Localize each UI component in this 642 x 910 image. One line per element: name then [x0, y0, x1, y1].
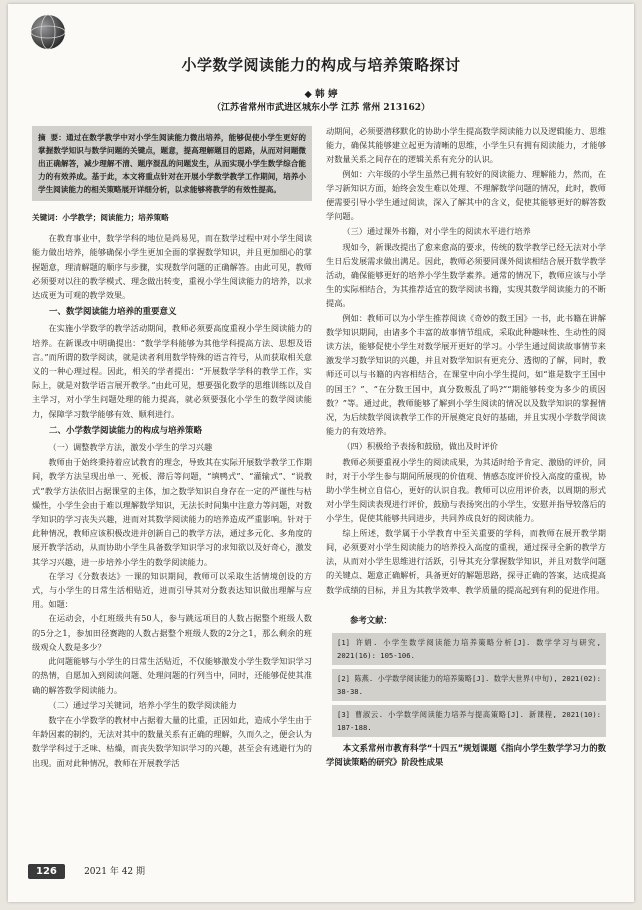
- body-paragraph: 动期间，必须要潜移默化的协助小学生提高数学阅读能力以及逻辑能力、思维能力，确保其能够建立起更为清晰的思维，小学生只有拥有阅读能力，才能够对数量关系之间存在的逻辑关系有充分的认识。: [326, 126, 606, 165]
- funding-note: 本文系常州市教育科学“十四五”规划课题《指向小学生数学学习力的数学阅读策略的研究》阶段性成果: [326, 742, 606, 767]
- section-heading: 一、数学阅读能力培养的重要意义: [49, 307, 177, 318]
- reference-item: [3] 曹淑云. 小学数学阅读能力培养与提高策略[J]. 新课程, 2021(10): 187-188.: [332, 705, 606, 737]
- keywords: [32, 211, 312, 225]
- abstract-label: 摘 要：: [38, 133, 66, 142]
- references-list: [326, 633, 606, 737]
- paper-page: [8, 4, 634, 902]
- keywords-text: 小学教学；阅读能力；培养策略: [62, 213, 169, 222]
- body-paragraph: 在运动会，小红班级共有50人，参与跳远项目的人数占据整个班级人数的5分之1，参加田径赛跑的人数占据整个班级人数的2分之1，那么剩余的班级观众人数是多少？: [32, 613, 312, 652]
- body-paragraph: 在实施小学数学的教学活动期间，教师必须要高度重视小学生阅读能力的培养。在新课改中明确提出：“数学学科能够为其他学科提高方法、思想及语言。”而所谓的数学阅读，就是读者利用数学特殊的语言符号，从而获取相关意义的一种心理过程。因此，相关的学者提出：“开展数学学科的教学工作，实际上，就是对数学语言展开教学。”由此可见，想要强化数学的思维训练以及自主学习，对小学生问题处理的能力提高，就必须要强化小学生的数学阅读能力，保障学习数学能够有效、顺利进行。: [32, 323, 312, 419]
- author: ◆ 韩 婷: [304, 89, 338, 100]
- body-paragraph: 教师必须要重视小学生的阅读成果，为其适时给予肯定、激励的评价，同时，对于小学生参与期间所展现的价值观、情感态度评价投入高度的重视，协助小学生树立自信心，更好的认识自我。教师可以应用评价表，以周期的形式对小学生阅读表现进行评价，鼓励与表扬突出的小学生，安慰并指导较落后的小学生，促使其能够共同进步，共同养成良好的阅读能力。: [326, 456, 606, 524]
- left-body: [32, 231, 312, 770]
- subsection-heading: （二）通过学习关键词，培养小学生的数学阅读能力: [48, 699, 237, 710]
- body-paragraph: 在教育事业中，数学学科的地位是尚易见，而在数学过程中对小学生阅读能力做出培养，能够确保小学生更加全面的掌握数学知识，并且更加细心的掌握题意，理清解题的顺序与步骤，实现数学问题的正确解答。由此可见，教师必须要对以往的教学模式、理念做出转变，重视小学生阅读能力的培养，以求达成更为可观的教学效果。: [32, 233, 312, 301]
- abstract: [32, 126, 312, 201]
- affiliation: （江苏省常州市武进区城东小学 江苏 常州 213162）: [212, 103, 430, 113]
- body-paragraph: 教师由于始终秉持着应试教育的理念，导致其在实际开展数学教学工作期间，教学方法呈现出单一、死板、滞后等问题，“填鸭式”、“灌输式”、“说教式”教学方法依旧占据课堂的主体，加之数学知识自身存在一定的严谨性与枯燥性，小学生会由于难以理解数学知识，无法长时间集中注意力等问题，对数学知识的学习丧失兴趣，进而对其数学阅读能力的培养造成严重影响。针对于此种情况，教师应该积极改进并创新自己的教学方法，通过多元化、多角度的展开教学活动，从而协助小学生具备数学知识学习的求知欲以及好奇心，激发其学习兴趣，进一步培养小学生的数学阅读能力。: [32, 457, 312, 567]
- body-paragraph: 数字在小学数学的教材中占据着大量的比重，正因如此，造成小学生由于年龄因素的制约，无法对其中的数量关系有正确的理解，久而久之，便会认为数学学科过于乏味、枯燥，而丧失数学知识学习的兴趣，甚至会有逃避行为的出现。面对此种情况，教师在开展教学活: [32, 714, 312, 768]
- journal-globe-logo: [28, 12, 68, 52]
- abstract-text: 通过在数学教学中对小学生阅读能力微出培养，能够促使小学生更好的掌握数学知识与数学问题的关键点，题意，提高理解题目的思路，从而对问题微出正确解答，减少理解不清、题序混乱的问题发生，从而实现小学生数学综合能力的有效养成。基于此，本文将重点针对在开展小学数学教学工作期间，培养小学生阅读能力的相关策略展开详细分析，以求能够将教学的有效性提高。: [38, 133, 306, 194]
- subsection-heading: （四）积极给予表扬和鼓励，做出及时评价: [342, 441, 498, 452]
- right-column: [326, 124, 606, 769]
- body-paragraph: 综上所述，数学属于小学教育中至关重要的学科，而教师在展开教学期间，必须要对小学生阅读能力的培养投入高度的重视，通过探寻全新的教学方法，从而对小学生思维进行活跃，引导其充分掌握数学知识，并且对数学问题的关键点、题意正确解析，具备更好的解题思路，探寻正确的答案，达成提高数学成绩的目标，并且为其教学效率、教学质量的提高起到有利的促进作用。: [326, 527, 606, 595]
- page-number: 126: [28, 864, 65, 879]
- page-footer: [28, 864, 145, 879]
- reference-item: [2] 陈燕. 小学数学阅读能力的培养策略[J]. 数学大世界(中旬), 2021(02): 38-38.: [332, 669, 606, 701]
- subsection-heading: （三）通过课外书籍，对小学生的阅读水平进行培养: [342, 226, 531, 237]
- right-body: [326, 124, 606, 597]
- body-paragraph: 现如今，新课改提出了愈来愈高的要求，传统的数学教学已经无法对小学生日后发展需求做出满足。因此，教师必须要同课外阅读相结合展开数学教学活动，确保能够更好的培养小学生数学素养。通常的情况下，教师应该与小学生的实际相结合，为其推荐适宜的数学阅读书籍，实现其数学阅读能力的不断提高。: [326, 241, 606, 309]
- paper-title: 小学数学阅读能力的构成与培养策略探讨: [181, 56, 461, 74]
- left-column: [32, 126, 312, 770]
- body-paragraph: 例如：六年级的小学生虽然已拥有较好的阅读能力、理解能力，然而，在学习新知识方面，始终会发生难以处理、不理解数学问题的情况，此时，教师便需要引导小学生通过阅读，深入了解其中的含义，促使其能够更好的解答数学问题。: [326, 168, 606, 222]
- body-paragraph: 例如：教师可以为小学生推荐阅读《奇妙的数王国》一书，此书籍在讲解数学知识期间，由诸多个丰富的故事情节组成，采取此种趣味性、生动性的阅读方法，能够促使小学生对数学展开更好的学习。小学生通过阅读故事情节来激发学习数学知识的兴趣，并且对数学知识有更充分、透彻的了解，同时，教师还可以与书籍的内容相结合，在课堂中向小学生提问，如“谁是数字王国中的国王？”、“在分数王国中，真分数叛乱了吗?”“期能够转变为多少的质因数？”等。通过此，教师能够了解到小学生阅读的情况以及数学知识的掌握情况，为后续数学阅读教学工作的开展奠定良好的基础，并且实现小学数学阅读能力的有效培养。: [326, 312, 606, 437]
- body-paragraph: 在学习《分数表达》一课的知识期间，教师可以采取生活情境创设的方式，与小学生的日常生活相贴近，进而引导其对分数表达知识做出理解与应用。如题：: [32, 570, 312, 610]
- reference-item: [1] 许娟. 小学生数学阅读能力培养策略分析[J]. 数学学习与研究, 2021(16): 105-106.: [332, 633, 606, 665]
- body-paragraph: 此问题能够与小学生的日常生活贴近，不仅能够激发小学生数学知识学习的热情，自愿加入到阅读问题、处理问题的行列当中，同时，还能够促使其准确的解答数学阅读能力。: [32, 656, 312, 695]
- issue-label: 2021 年 42 期: [84, 867, 146, 877]
- references-title: 参考文献：: [350, 614, 392, 625]
- keywords-label: 关键词：: [32, 213, 63, 222]
- subsection-heading: （一）调整教学方法，激发小学生的学习兴趣: [48, 442, 213, 453]
- section-heading: 二、小学数学阅读能力的构成与培养策略: [49, 425, 203, 436]
